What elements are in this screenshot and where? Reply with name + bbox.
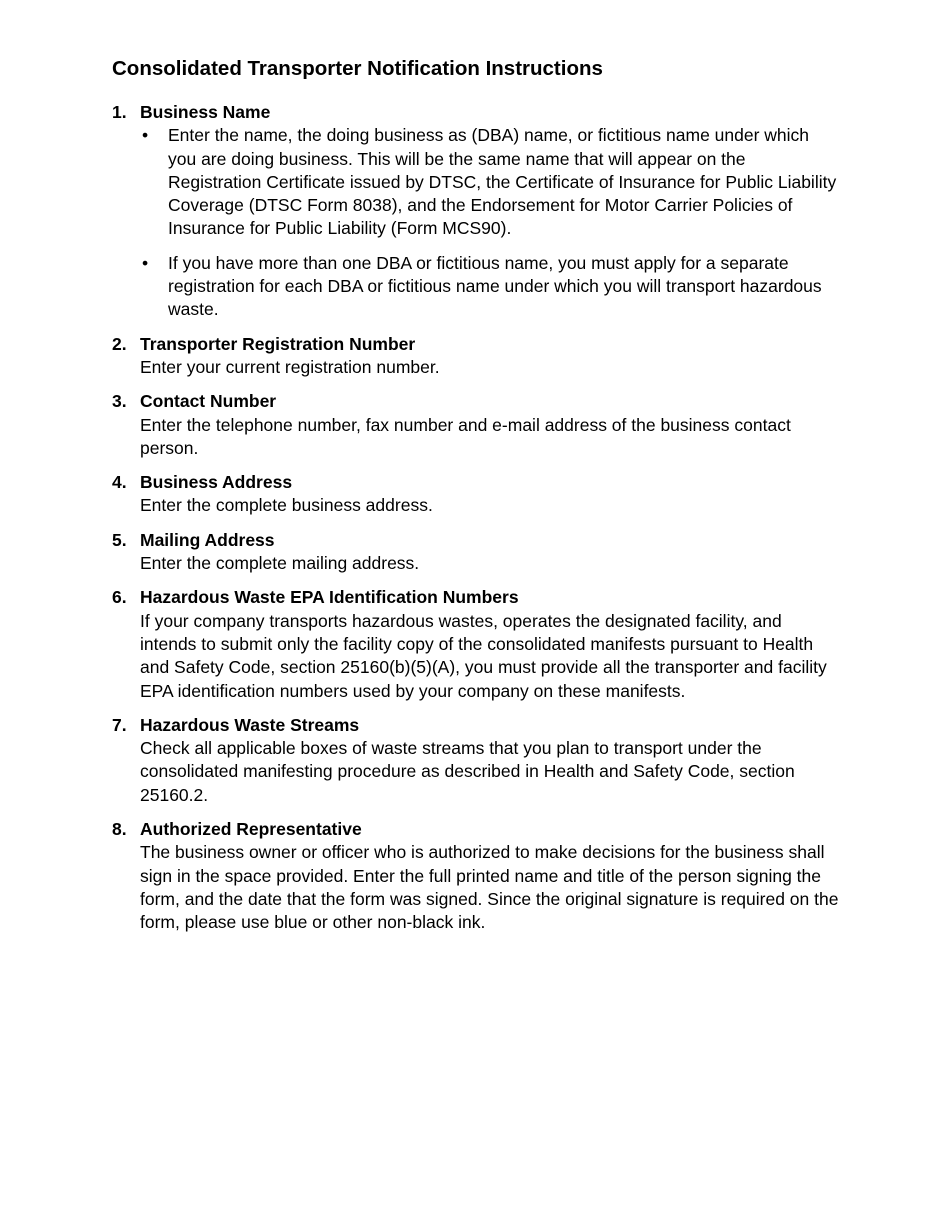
section-text: Enter the complete business address. xyxy=(140,495,433,516)
section-heading: Hazardous Waste Streams xyxy=(140,714,360,735)
bullet-icon: • xyxy=(142,252,149,273)
section-text: Enter the complete mailing address. xyxy=(140,553,420,574)
section-text: The business owner or officer who is authorized to make decisions for the business shall sign in the space provided. Enter the full printed name and title of the person signing the form, and the date that the form was signed. Since the original signature is required on the form, please use blue or other non-black ink. xyxy=(140,842,839,933)
section-number: 3. xyxy=(112,391,127,412)
section-heading: Contact Number xyxy=(140,391,277,412)
section-number: 2. xyxy=(112,333,127,354)
section-number: 6. xyxy=(112,587,127,608)
section-number: 5. xyxy=(112,529,127,550)
bullet-text: If you have more than one DBA or fictitious name, you must apply for a separate registration for each DBA or fictitious name under which you will transport hazardous waste. xyxy=(168,252,822,320)
section-text: Enter your current registration number. xyxy=(140,356,440,377)
section-heading: Business Name xyxy=(140,102,271,122)
bullet-item xyxy=(140,252,842,322)
section-contact-number xyxy=(112,390,842,460)
section-heading: Authorized Representative xyxy=(140,819,362,840)
section-number: 1. xyxy=(112,102,127,122)
section-number: 8. xyxy=(112,819,127,840)
bullet-icon: • xyxy=(142,125,149,146)
section-heading: Business Address xyxy=(140,472,293,493)
section-text: Check all applicable boxes of waste streams that you plan to transport under the consolidated manifesting procedure as described in Health and Safety Code, section 25160.2. xyxy=(140,738,795,805)
page-title: Consolidated Transporter Notification Instructions xyxy=(112,57,603,80)
section-mailing-address xyxy=(112,529,842,576)
bullet-text: Enter the name, the doing business as (DBA) name, or fictitious name under which you are doing business. This will be the same name that will appear on the Registration Certificate issued by DTSC, the Certificate of Insurance for Public Liability Coverage (DTSC Form 8038), and the Endorsement for Motor Carrier Policies of Insurance for Public Liability (Form MCS90). xyxy=(168,125,837,239)
section-business-name xyxy=(112,101,842,322)
section-business-address xyxy=(112,471,842,518)
section-number: 4. xyxy=(112,472,127,493)
section-authorized-representative xyxy=(112,818,842,934)
section-epa-identification-numbers xyxy=(112,586,842,702)
section-heading: Transporter Registration Number xyxy=(140,333,416,354)
section-heading: Mailing Address xyxy=(140,529,275,550)
section-text: Enter the telephone number, fax number and e-mail address of the business contact person. xyxy=(140,414,791,458)
bullet-item xyxy=(140,124,842,240)
section-text: If your company transports hazardous wastes, operates the designated facility, and intends to submit only the facility copy of the consolidated manifests pursuant to Health and Safety Code, section 25160(b)(5)(A), you must provide all the transporter and facility EPA identification numbers used by your company on these manifests. xyxy=(140,610,827,701)
section-heading: Hazardous Waste EPA Identification Numbers xyxy=(140,587,519,608)
bullet-list xyxy=(140,124,842,321)
document-page xyxy=(112,56,842,946)
section-hazardous-waste-streams xyxy=(112,714,842,807)
section-number: 7. xyxy=(112,714,127,735)
section-transporter-registration-number xyxy=(112,333,842,380)
